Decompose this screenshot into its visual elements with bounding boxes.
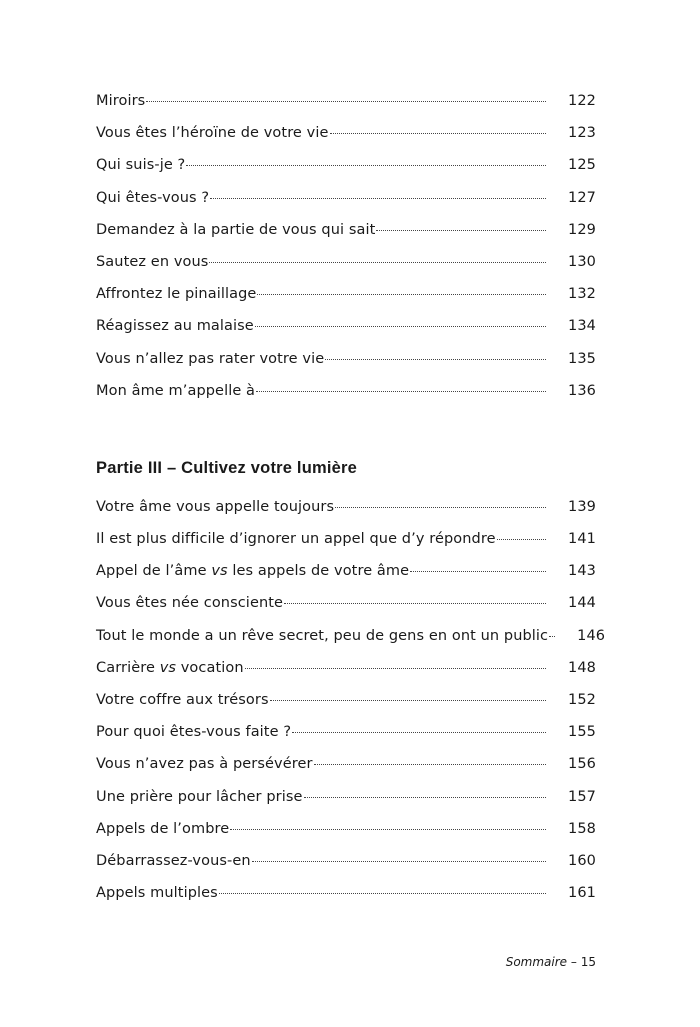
dot-leader	[548, 639, 575, 640]
dot-leader	[409, 574, 566, 575]
toc-entry-title: Sautez en vous	[96, 253, 209, 270]
toc-entry-title: Tout le monde a un rêve secret, peu de gens en ont un public	[96, 627, 549, 644]
dot-leader	[496, 542, 566, 543]
toc-entry-title: Votre coffre aux trésors	[96, 692, 269, 708]
toc-entry-title: Vous êtes l’héroïne de votre vie	[96, 125, 329, 142]
toc-entry-page: 161	[568, 885, 596, 902]
toc-entry[interactable]	[96, 499, 596, 531]
toc-entry-page: 123	[568, 125, 596, 142]
toc-entry-page: 143	[568, 563, 596, 580]
toc-entry-title: Vous êtes née consciente	[96, 595, 284, 612]
footer-section-label: Sommaire	[505, 955, 568, 969]
page-footer	[506, 955, 596, 969]
dot-leader	[313, 767, 566, 768]
dot-leader	[291, 735, 566, 736]
toc-entry[interactable]	[96, 853, 596, 885]
toc-entry[interactable]	[96, 885, 596, 917]
toc-entry[interactable]	[96, 692, 596, 724]
toc-entry-page: 160	[568, 852, 596, 869]
toc-entry-page: 148	[568, 659, 596, 676]
toc-entry[interactable]	[96, 190, 596, 222]
toc-entry-page: 129	[568, 221, 596, 238]
toc-title-part: Carrière	[96, 659, 160, 676]
toc-entry[interactable]	[96, 222, 596, 254]
toc-entry[interactable]	[96, 821, 596, 853]
dot-leader	[185, 168, 566, 169]
toc-entry-page: 146	[577, 627, 606, 644]
dot-leader	[229, 832, 566, 833]
toc-entry-title: Une prière pour lâcher prise	[96, 788, 303, 805]
toc-entry-title: Appels multiples	[96, 885, 218, 902]
dot-leader	[334, 510, 566, 511]
footer-page-number: 15	[580, 955, 596, 969]
toc-entry-title: Pour quoi êtes-vous faite ?	[96, 724, 292, 741]
dot-leader	[208, 265, 566, 266]
toc-entry[interactable]	[96, 125, 596, 157]
dot-leader	[303, 800, 567, 801]
toc-title-part: les appels de votre âme	[227, 563, 410, 580]
dot-leader	[254, 329, 566, 330]
toc-entry-title: Débarrassez-vous-en	[96, 852, 251, 869]
dot-leader	[324, 362, 566, 363]
toc-entry-page: 130	[568, 253, 596, 270]
toc-entry-title: Miroirs	[96, 93, 146, 109]
toc-entry-page: 152	[568, 692, 596, 708]
toc-entry[interactable]	[96, 383, 596, 415]
toc-entry-title: Affrontez le pinaillage	[96, 286, 257, 303]
toc-entry-title: Réagissez au malaise	[96, 318, 254, 335]
toc-entry[interactable]	[96, 660, 596, 692]
toc-entry[interactable]	[96, 627, 606, 660]
dot-leader	[269, 703, 566, 704]
section-spacer	[96, 415, 596, 455]
toc-entry-title: Vous n’avez pas à persévérer	[96, 756, 313, 773]
toc-entry[interactable]	[96, 595, 596, 627]
toc-entry-title: Vous n’allez pas rater votre vie	[96, 350, 325, 367]
dot-leader	[145, 104, 566, 105]
dot-leader	[255, 394, 566, 395]
toc-entry-title	[96, 563, 409, 579]
toc-entry[interactable]	[96, 157, 596, 189]
toc-entry[interactable]	[96, 789, 596, 821]
toc-entry-page: 144	[568, 595, 596, 612]
toc-entry-title: Qui êtes-vous ?	[96, 189, 210, 206]
toc-entry[interactable]	[96, 756, 596, 788]
toc-entry-page: 157	[568, 788, 596, 805]
toc-title-part: vocation	[176, 659, 244, 676]
toc-entry-page: 134	[568, 318, 596, 335]
toc-entry-page: 155	[568, 724, 596, 741]
toc-entry-page: 122	[568, 93, 596, 109]
toc-entry[interactable]	[96, 351, 596, 383]
toc-entry-title: Appels de l’ombre	[96, 820, 230, 837]
toc-entry-page: 135	[568, 350, 596, 367]
toc-title-emphasis: vs	[211, 563, 228, 580]
dot-leader	[329, 136, 567, 137]
toc-entry[interactable]	[96, 531, 596, 563]
toc-entry[interactable]	[96, 318, 596, 350]
table-of-contents	[96, 93, 606, 917]
toc-entry-page: 132	[568, 286, 596, 303]
toc-entry[interactable]	[96, 93, 596, 125]
dot-leader	[251, 864, 566, 865]
dot-leader	[256, 297, 566, 298]
toc-entry[interactable]	[96, 724, 596, 756]
toc-entry-title: Il est plus difficile d’ignorer un appel que d’y répondre	[96, 531, 496, 548]
toc-title-emphasis: vs	[159, 659, 177, 676]
section-heading[interactable]: Partie III – Cultivez votre lumière	[96, 458, 358, 477]
toc-entry-page: 127	[568, 189, 596, 206]
toc-entry-page: 136	[568, 382, 596, 399]
dot-leader	[244, 671, 566, 672]
toc-entry-page: 139	[568, 498, 596, 515]
toc-entry-title: Qui suis-je ?	[96, 157, 186, 174]
toc-title-part: Appel de l’âme	[96, 563, 212, 580]
toc-entry-title: Demandez à la partie de vous qui sait	[96, 221, 376, 238]
dot-leader	[218, 896, 566, 897]
footer-separator: –	[570, 955, 577, 969]
toc-entry-title	[96, 660, 244, 676]
toc-entry-title: Mon âme m’appelle à	[96, 382, 256, 399]
toc-entry-page: 158	[568, 820, 596, 837]
toc-entry-page: 125	[568, 157, 596, 174]
dot-leader	[209, 201, 566, 202]
toc-entry-page: 141	[568, 531, 596, 548]
toc-entry[interactable]	[96, 563, 596, 595]
dot-leader	[375, 233, 566, 234]
dot-leader	[283, 606, 566, 607]
toc-entry[interactable]	[96, 254, 596, 286]
toc-entry-page: 156	[568, 756, 596, 773]
toc-entry[interactable]	[96, 286, 596, 318]
toc-entry-title: Votre âme vous appelle toujours	[96, 498, 335, 515]
